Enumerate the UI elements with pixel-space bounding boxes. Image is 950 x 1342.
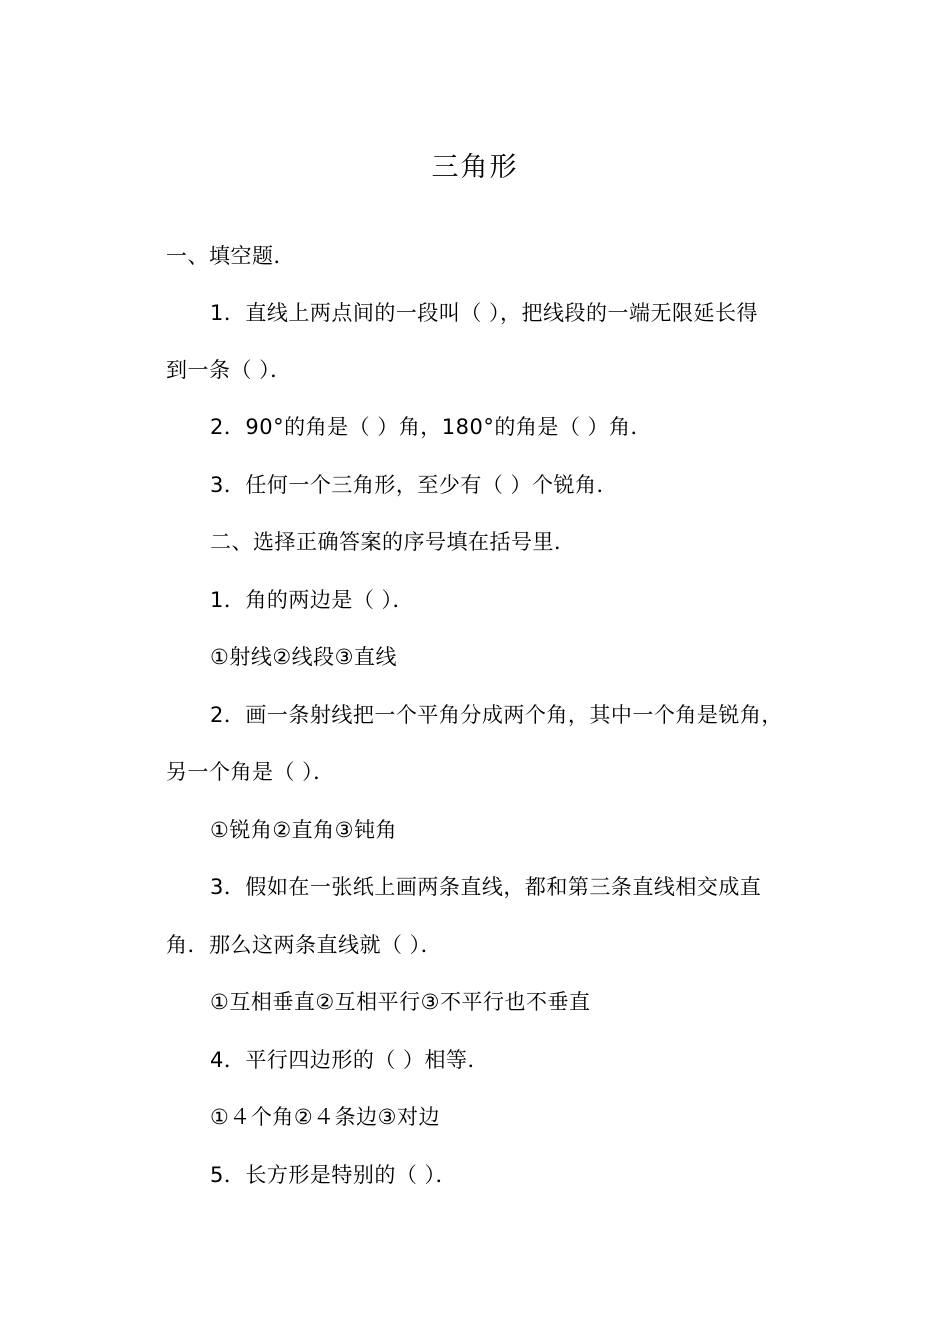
question-choice-4-options: ①４个角②４条边③对边 [210,1105,440,1129]
question-choice-3-line-2: 角．那么这两条直线就（ ）． [166,933,443,957]
section-fill-blank-heading: 一、填空题． [166,244,295,268]
question-choice-2-line-1: 2．画一条射线把一个平角分成两个角，其中一个角是锐角， [210,703,783,727]
question-fill-1-line-1: 1．直线上两点间的一段叫（ ），把线段的一端无限延长得 [210,301,759,325]
question-fill-3: 3．任何一个三角形，至少有（ ）个锐角． [210,473,619,497]
question-choice-1-options: ①射线②线段③直线 [210,645,397,669]
question-choice-2-options: ①锐角②直角③钝角 [210,818,397,842]
question-fill-1-line-2: 到一条（ ）． [166,358,292,382]
question-choice-5: 5．长方形是特别的（ ）． [210,1163,458,1187]
question-choice-4: 4．平行四边形的（ ）相等． [210,1048,490,1072]
question-choice-3-line-1: 3．假如在一张纸上画两条直线，都和第三条直线相交成直 [210,875,762,899]
question-choice-2-line-2: 另一个角是（ ）． [166,760,335,784]
section-choice-heading: 二、选择正确答案的序号填在括号里． [210,530,576,554]
page-title: 三角形 [431,152,519,183]
question-choice-3-options: ①互相垂直②互相平行③不平行也不垂直 [210,990,591,1014]
question-fill-2: 2．90°的角是（ ）角，180°的角是（ ）角． [210,415,653,439]
question-choice-1: 1．角的两边是（ ）． [210,588,415,612]
